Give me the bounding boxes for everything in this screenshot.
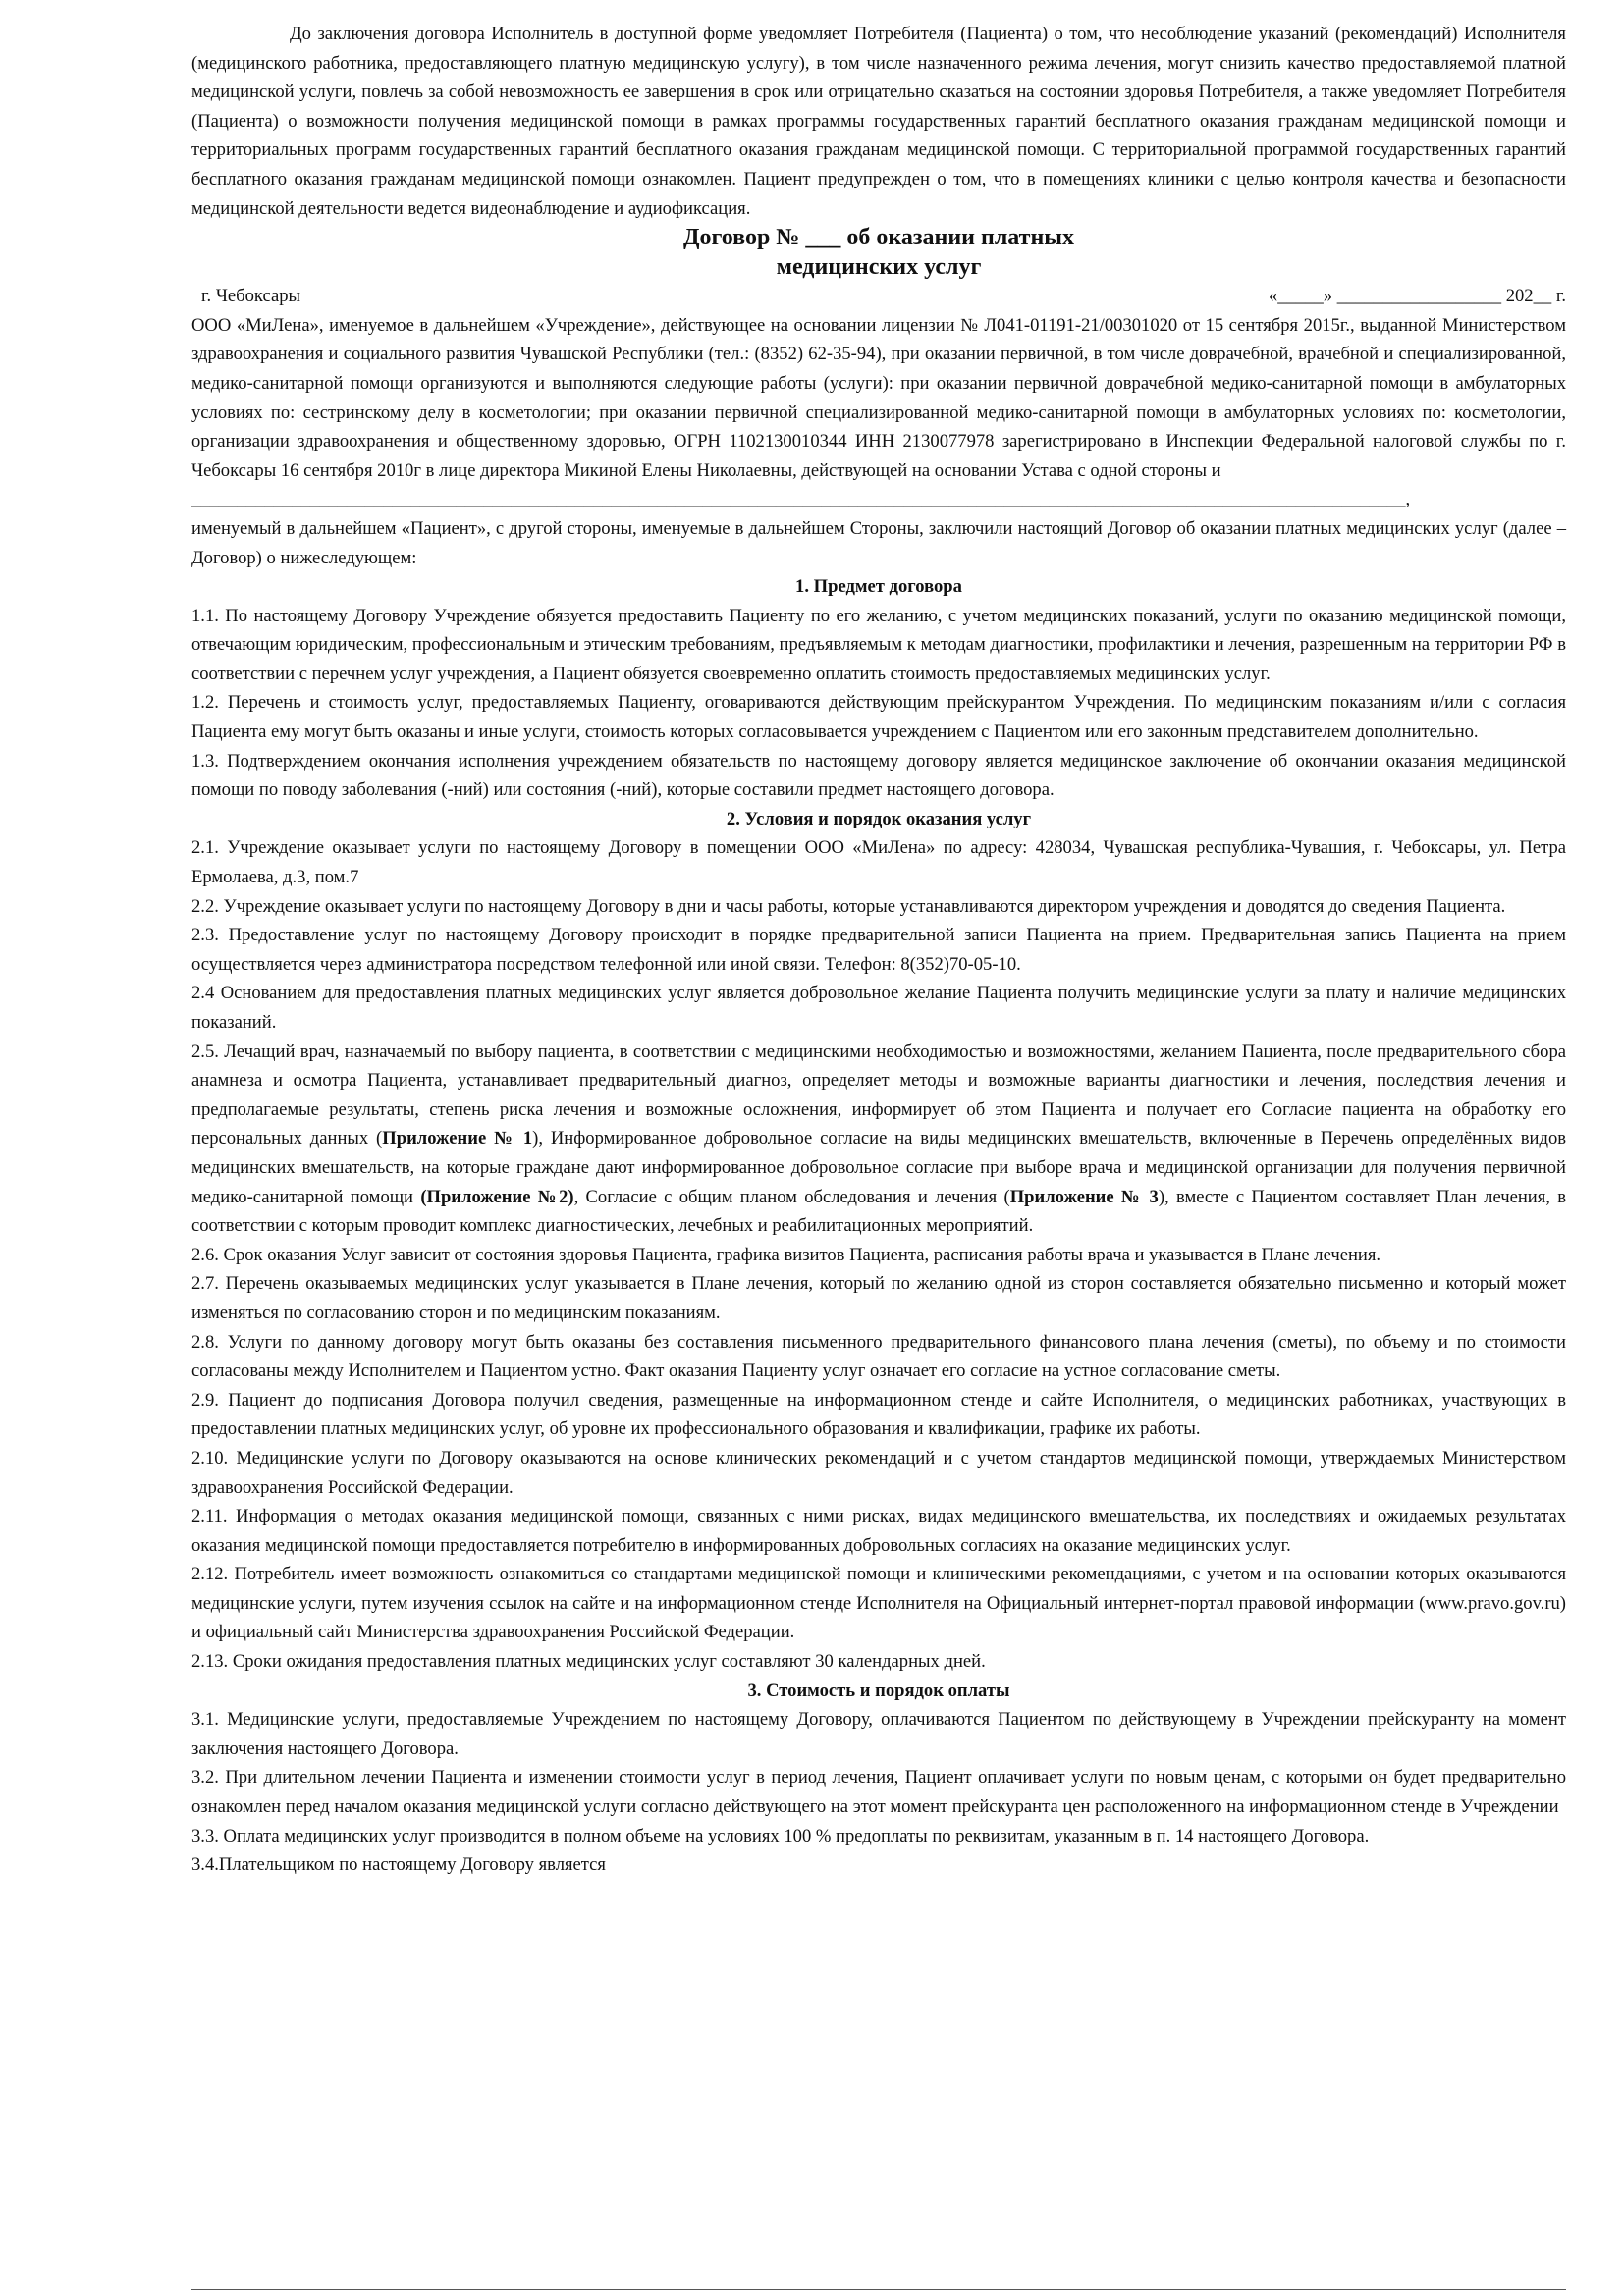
- clause-2-12: 2.12. Потребитель имеет возможность ознакомиться со стандартами медицинской помощи и клиническими рекомендациями, с учетом и на основании которых оказываются медицинские услуги, путем изучения ссылок на сайте и на информационном стенде Исполнителя на Официальный интернет-портал правовой информации (www.pravo.gov.ru) и официальный сайт Министерства здравоохранения Российской Федерации.: [191, 1564, 1566, 1643]
- appendix-2-ref: (Приложение №2): [420, 1186, 574, 1207]
- clause-2-8: 2.8. Услуги по данному договору могут быть оказаны без составления письменного предварительного финансового плана лечения (сметы), по объему и по стоимости согласованы между Исполнителем и Пациентом устно. Факт оказания Пациенту услуг означает его согласие на устное согласование сметы.: [191, 1331, 1566, 1382]
- clause-2-1: 2.1. Учреждение оказывает услуги по настоящему Договору в помещении ООО «МиЛена» по адресу: 428034, Чувашская республика-Чувашия, г. Чебоксары, ул. Петра Ермолаева, д.3, пом.7: [191, 837, 1566, 888]
- section-1-heading: 1. Предмет договора: [795, 576, 962, 598]
- contract-title-line-2: медицинских услуг: [776, 254, 982, 281]
- payer-blank-line: [191, 2289, 1566, 2290]
- city-date-row: [191, 282, 1566, 311]
- clause-2-11: 2.11. Информация о методах оказания медицинской помощи, связанных с ними рисках, видах медицинского вмешательства, их последствиях и ожидаемых результатах оказания медицинской помощи предоставляется потребителю в информированных добровольных согласиях на оказание медицинских услуг.: [191, 1506, 1566, 1556]
- appendix-3-ref: Приложение № 3: [1009, 1186, 1159, 1207]
- clause-2-5-part-d: ), вместе с Пациентом составляет План лечения, в соответствии с которым проводит комплекс диагностических, лечебных и реабилитационных мероприятий.: [191, 1186, 1567, 1237]
- city: г. Чебоксары: [201, 286, 301, 307]
- section-3-heading: 3. Стоимость и порядок оплаты: [747, 1680, 1010, 1701]
- clause-2-13: 2.13. Сроки ожидания предоставления платных медицинских услуг составляют 30 календарных дней.: [191, 1651, 986, 1673]
- clause-2-10: 2.10. Медицинские услуги по Договору оказываются на основе клинических рекомендаций и с учетом стандартов медицинской помощи, утверждаемых Министерством здравоохранения Российской Федерации.: [191, 1447, 1566, 1498]
- clause-1-3: 1.3. Подтверждением окончания исполнения учреждением обязательств по настоящему договору является медицинское заключение об окончании оказания медицинской помощи по поводу заболевания (-ний) или состояния (-ний), которые составили предмет настоящего договора.: [191, 750, 1566, 801]
- clause-2-5-part-a: 2.5. Лечащий врач, назначаемый по выбору пациента, в соответствии с медицинскими необходимостью и возможностями, желанием Пациента, после предварительного сбора анамнеза и осмотра Пациента, устанавливает предварительный диагноз, определяет методы и возможные варианты диагностики и лечения, последствия лечения и предполагаемые результаты, степень риска лечения и возможные осложнения, информирует об этом Пациента и получает его Согласие пациента на обработку его персональных данных (: [191, 1041, 1566, 1149]
- clause-3-4: 3.4.Плательщиком по настоящему Договору является: [191, 1854, 606, 1876]
- clause-1-1: 1.1. По настоящему Договору Учреждение обязуется предоставить Пациенту по его желанию, с учетом медицинских показаний, услуги по оказанию медицинской помощи, отвечающим юридическим, профессиональным и этическим требованиям, предъявляемым к методам диагностики, профилактики и лечения, разрешенным на территории РФ в соответствии с перечнем услуг учреждения, а Пациент обязуется своевременно оплатить стоимость предоставляемых медицинских услуг.: [191, 605, 1566, 684]
- intro-paragraph: До заключения договора Исполнитель в доступной форме уведомляет Потребителя (Пациента) о том, что несоблюдение указаний (рекомендаций) Исполнителя (медицинского работника, предоставляющего платную медицинскую услугу), в том числе назначенного режима лечения, могут снизить качество предоставляемой платной медицинской услуги, повлечь за собой невозможность ее завершения в срок или отрицательно сказаться на состоянии здоровья Потребителя, а также уведомляет Потребителя (Пациента) о возможности получения медицинской помощи в рамках программы государственных гарантий бесплатного оказания гражданам медицинской помощи и территориальных программ государственных гарантий бесплатного оказания гражданам медицинской помощи. С территориальной программой государственных гарантий бесплатного оказания гражданам медицинской помощи ознакомлен. Пациент предупрежден о том, что в помещениях клиники с целью контроля качества и безопасности медицинской деятельности ведется видеонаблюдение и аудиофиксация.: [191, 24, 1566, 219]
- contract-title-line-1: Договор № ___ об оказании платных: [682, 225, 1075, 251]
- clause-1-2: 1.2. Перечень и стоимость услуг, предоставляемых Пациенту, оговариваются действующим прейскурантом Учреждения. По медицинским показаниям и/или с согласия Пациента ему могут быть оказаны и иные услуги, стоимость которых согласовывается учреждением с Пациентом или его законным представителем дополнительно.: [191, 692, 1566, 743]
- clause-2-3: 2.3. Предоставление услуг по настоящему Договору происходит в порядке предварительной записи Пациента на прием. Предварительная запись Пациента на прием осуществляется через администратора посредством телефонной или иной связи. Телефон: 8(352)70-05-10.: [191, 925, 1566, 975]
- section-2-heading: 2. Условия и порядок оказания услуг: [726, 808, 1032, 829]
- clause-3-1: 3.1. Медицинские услуги, предоставляемые Учреждением по настоящему Договору, оплачиваются Пациентом по действующему в Учреждении прейскуранту на момент заключения настоящего Договора.: [191, 1709, 1566, 1759]
- clause-3-3: 3.3. Оплата медицинских услуг производится в полном объеме на условиях 100 % предоплаты по реквизитам, указанным в п. 14 настоящего Договора.: [191, 1825, 1370, 1846]
- clause-2-5: [191, 1038, 1566, 1241]
- clause-2-6: 2.6. Срок оказания Услуг зависит от состояния здоровья Пациента, графика визитов Пациента, расписания работы врача и указывается в Плане лечения.: [191, 1244, 1381, 1265]
- clause-3-2: 3.2. При длительном лечении Пациента и изменении стоимости услуг в период лечения, Пациент оплачивает услуги по новым ценам, с которыми он будет предварительно ознакомлен перед началом оказания медицинской услуги согласно действующего на этот момент прейскуранта цен расположенного на информационном стенде в Учреждении: [191, 1767, 1566, 1818]
- appendix-1-ref: Приложение № 1: [382, 1128, 533, 1149]
- clause-2-5-part-c: , Согласие с общим планом обследования и лечения (: [573, 1186, 1010, 1207]
- preamble-paragraph: ООО «МиЛена», именуемое в дальнейшем «Учреждение», действующее на основании лицензии № Л041-01191-21/00301020 от 15 сентября 2015г., выданной Министерством здравоохранения и социального развития Чувашской Республики (тел.: (8352) 62-35-94), при оказании первичной, в том числе доврачебной, врачебной и специализированной, медико-санитарной помощи организуются и выполняются следующие работы (услуги): при оказании первичной доврачебной медико-санитарной помощи в амбулаторных условиях по: сестринскому делу в косметологии; при оказании первичной специализированной медико-санитарной помощи в амбулаторных условиях по: косметологии, организации здравоохранения и общественному здоровью, ОГРН 1102130010344 ИНН 2130077978 зарегистрировано в Инспекции Федеральной налоговой службы по г. Чебоксары 16 сентября 2010г в лице директора Микиной Елены Николаевны, действующей на основании Устава с одной стороны и: [191, 314, 1566, 481]
- contract-date: «_____» __________________ 202__ г.: [1268, 286, 1566, 307]
- contract-page: [191, 20, 1566, 1880]
- clause-2-7: 2.7. Перечень оказываемых медицинских услуг указывается в Плане лечения, который по желанию одной из сторон составляется обязательно письменно и который может изменяться по согласованию сторон и по медицинским показаниям.: [191, 1273, 1566, 1323]
- clause-2-9: 2.9. Пациент до подписания Договора получил сведения, размещенные на информационном стенде и сайте Исполнителя, о медицинских работниках, участвующих в предоставлении платных медицинских услуг, об уровне их профессионального образования и квалификации, графике их работы.: [191, 1389, 1566, 1440]
- clause-2-4: 2.4 Основанием для предоставления платных медицинских услуг является добровольное желание Пациента получить медицинские услуги за плату и наличие медицинских показаний.: [191, 983, 1566, 1033]
- preamble-paragraph-2: именуемый в дальнейшем «Пациент», с другой стороны, именуемые в дальнейшем Стороны, заключили настоящий Договор об оказании платных медицинских услуг (далее – Договор) о нижеследующем:: [191, 517, 1566, 568]
- clause-2-5-part-b: ), Информированное добровольное согласие на виды медицинских вмешательств, включенные в Перечень определённых видов медицинских вмешательств, на которые граждане дают информированное добровольное согласие при выборе врача и медицинской организации для получения первичной медико-санитарной помощи: [191, 1128, 1567, 1207]
- patient-name-blank-line: _____________________________________________________________________________________________________________________________________,: [191, 489, 1411, 510]
- clause-2-2: 2.2. Учреждение оказывает услуги по настоящему Договору в дни и часы работы, которые устанавливаются директором учреждения и доводятся до сведения Пациента.: [191, 895, 1506, 917]
